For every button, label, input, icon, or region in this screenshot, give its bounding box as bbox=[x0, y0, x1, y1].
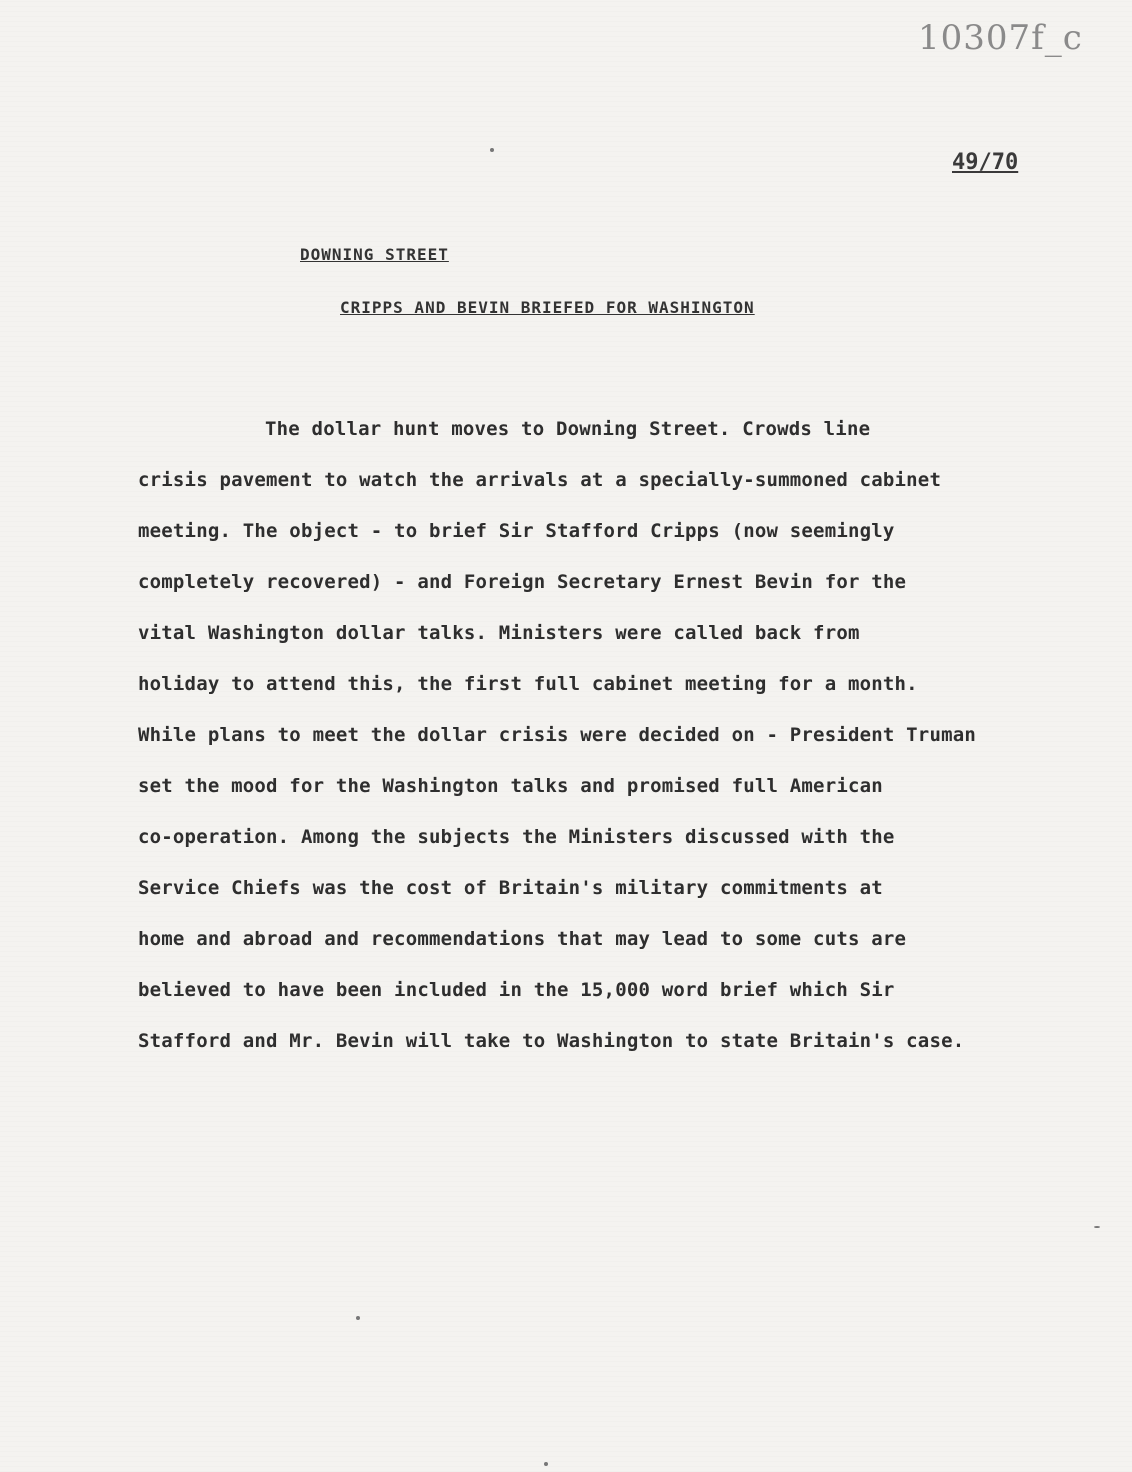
body-line: crisis pavement to watch the arrivals at a specially-summoned cabinet bbox=[138, 469, 942, 491]
body-line: holiday to attend this, the first full cabinet meeting for a month. bbox=[138, 673, 918, 695]
body-line: vital Washington dollar talks. Ministers were called back from bbox=[138, 622, 860, 644]
body-line: home and abroad and recommendations that may lead to some cuts are bbox=[138, 928, 907, 950]
body-line: Stafford and Mr. Bevin will take to Washington to state Britain's case. bbox=[138, 1030, 965, 1052]
body-line: set the mood for the Washington talks and promised full American bbox=[138, 775, 883, 797]
paper-speck bbox=[490, 148, 494, 152]
page-number: 49/70 bbox=[952, 150, 1019, 175]
body-line: meeting. The object - to brief Sir Stafford Cripps (now seemingly bbox=[138, 520, 895, 542]
body-text bbox=[138, 418, 1038, 1081]
paper-speck bbox=[544, 1462, 548, 1466]
body-line: co-operation. Among the subjects the Ministers discussed with the bbox=[138, 826, 895, 848]
document-heading: DOWNING STREET bbox=[300, 245, 449, 264]
body-line: While plans to meet the dollar crisis were decided on - President Truman bbox=[138, 724, 977, 746]
body-line: The dollar hunt moves to Downing Street. Crowds line bbox=[265, 418, 871, 440]
body-line: completely recovered) - and Foreign Secretary Ernest Bevin for the bbox=[138, 571, 907, 593]
document-subheading: CRIPPS AND BEVIN BRIEFED FOR WASHINGTON bbox=[340, 298, 755, 317]
handwritten-reference-number: 10307f_c bbox=[918, 18, 1083, 58]
body-line: Service Chiefs was the cost of Britain's military commitments at bbox=[138, 877, 883, 899]
paper-speck bbox=[1094, 1226, 1100, 1228]
body-line: believed to have been included in the 15,000 word brief which Sir bbox=[138, 979, 895, 1001]
paper-speck bbox=[356, 1316, 360, 1320]
